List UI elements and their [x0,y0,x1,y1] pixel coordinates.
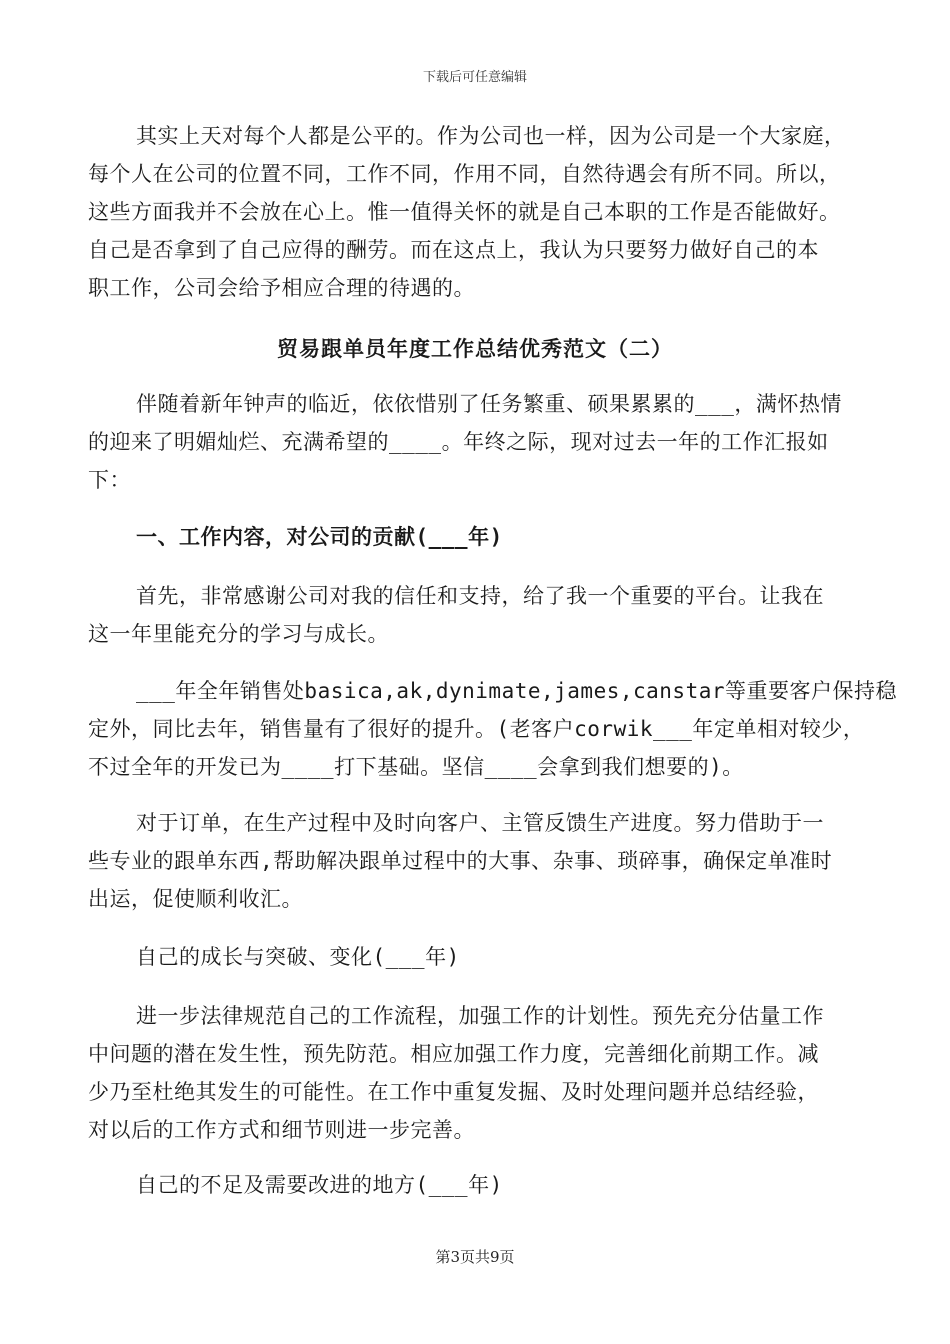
paragraph-line: ___年全年销售处basica,ak,dynimate,james,canstar等重要客户保持稳 [136,679,898,703]
paragraph-line: 对于订单，在生产过程中及时向客户、主管反馈生产进度。努力借助于一 [136,811,824,835]
heading-text: 自己的成长与突破、变化(___年) [136,945,460,969]
paragraph-line: 职工作，公司会给予相应合理的待遇的。 [88,276,475,300]
paragraph-2 [88,385,863,499]
paragraph-line: 中问题的潜在发生性，预先防范。相应加强工作力度，完善细化前期工作。减 [88,1042,819,1066]
heading-work-content [88,518,863,556]
paragraph-line: 其实上天对每个人都是公平的。作为公司也一样，因为公司是一个大家庭， [136,124,846,148]
heading-shortcomings [88,1166,863,1204]
paragraph-line: 自己是否拿到了自己应得的酬劳。而在这点上，我认为只要努力做好自己的本 [88,238,819,262]
paragraph-6 [88,997,863,1149]
heading-text: 自己的不足及需要改进的地方(___年) [136,1173,503,1197]
paragraph-4 [88,672,898,786]
paragraph-1 [88,117,863,307]
paragraph-5 [88,804,863,918]
paragraph-line: 首先，非常感谢公司对我的信任和支持，给了我一个重要的平台。让我在 [136,584,824,608]
page-header: 下载后可任意编辑 [422,70,527,85]
paragraph-line: 每个人在公司的位置不同，工作不同，作用不同，自然待遇会有所不同。所以， [88,162,841,186]
paragraph-line: 不过全年的开发已为____打下基础。坚信____会拿到我们想要的)。 [88,755,744,779]
paragraph-line: 出运，促使顺利收汇。 [88,887,303,911]
paragraph-line: 进一步法律规范自己的工作流程，加强工作的计划性。预先充分估量工作 [136,1004,824,1028]
heading-growth [88,938,863,976]
page-number: 第3页共9页 [435,1248,515,1266]
paragraph-line: 伴随着新年钟声的临近，依依惜别了任务繁重、硕果累累的___，满怀热情 [136,392,842,416]
section-title: 贸易跟单员年度工作总结优秀范文（二） [277,337,673,361]
paragraph-line: 这一年里能充分的学习与成长。 [88,622,389,646]
paragraph-line: 少乃至杜绝其发生的可能性。在工作中重复发掘、及时处理问题并总结经验， [88,1080,819,1104]
paragraph-line: 的迎来了明媚灿烂、充满希望的____。年终之际，现对过去一年的工作汇报如 [88,430,829,454]
paragraph-line: 些专业的跟单东西,帮助解决跟单过程中的大事、杂事、琐碎事，确保定单准时 [88,849,833,873]
paragraph-line: 这些方面我并不会放在心上。惟一值得关怀的就是自己本职的工作是否能做好。 [88,200,841,224]
paragraph-line: 对以后的工作方式和细节则进一步完善。 [88,1118,475,1142]
heading-text: 一、工作内容，对公司的贡献(___年) [136,525,503,549]
paragraph-line: 下： [88,468,131,492]
paragraph-line: 定外，同比去年，销售量有了很好的提升。(老客户corwik___年定单相对较少， [88,717,865,741]
paragraph-3 [88,577,863,653]
